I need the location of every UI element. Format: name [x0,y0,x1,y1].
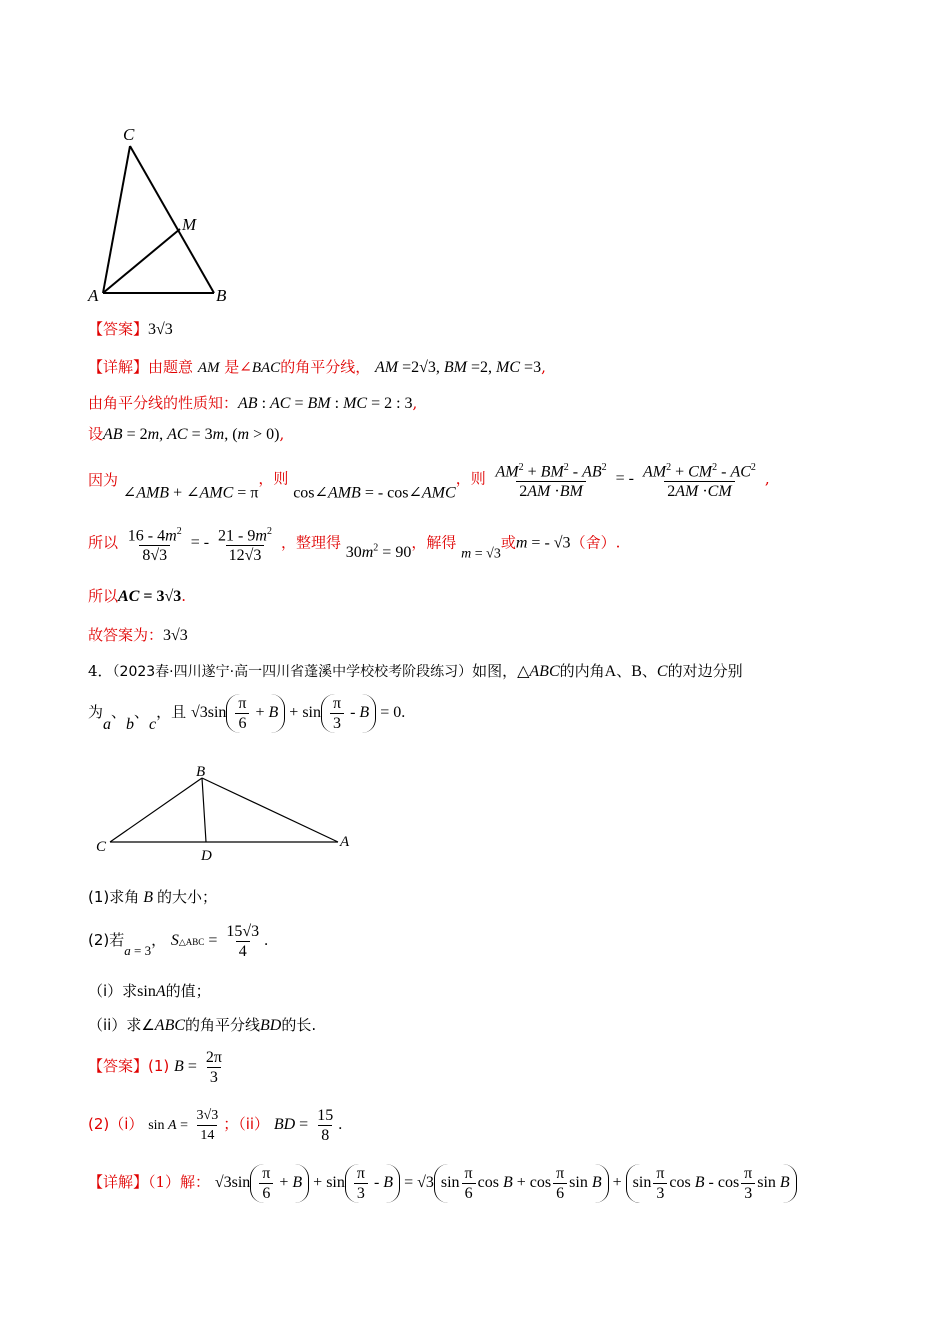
formula-fraction: $\frac{16 - 4m^2}{8√3}$ = - $\frac{21 - 9m^2}{12√3}$ [127,526,272,565]
formula: C [656,663,668,680]
problem-4-stem-line-2 [88,694,405,734]
detail-text: 由角平分线的性质知： [88,394,239,412]
segment-am [103,229,180,293]
detail-text: 故答案为： [88,626,164,644]
answer-line-4-2 [88,1106,342,1145]
formula: AB : AC = BM : MC = 2 : 3 [238,395,413,412]
detail-text: 所以 [88,587,119,605]
stem-text: 的内角 [559,662,605,680]
subquestion-text: 的角平分线 [185,1016,261,1034]
answer-text: ；（ii） [223,1115,270,1134]
formula: AM =2√3, BM =2, MC =3 [374,359,542,376]
detail-line-6 [88,585,186,606]
detail-line-1: 【详解】由题意 AM 是∠BAC的角平分线， AM =2√3, BM =2, MC =3, [88,358,546,376]
vertex-label-d: D [201,848,212,864]
vertex-label-b: B [196,764,206,780]
problem-source: （2023春·四川遂宁·高一四川省蓬溪中学校校考阶段练习） [112,664,473,680]
vertex-label-c: C [123,125,135,144]
problem-4-stem-line-1 [88,660,743,681]
detail-text: 因为 [88,470,119,489]
formula: a [103,716,112,734]
stem-text: 如图， [472,662,518,680]
detail-line-3: 设AB = 2m, AC = 3m, (m > 0), [88,425,285,443]
answer-label: 【答案】 [88,320,149,338]
side-cb [110,778,202,842]
subquestion-1: (1)求角 B 的大小； [88,888,218,906]
detail-text: ，则 [455,469,486,488]
stem-text: ，且 [156,703,187,722]
final-answer-line [88,624,188,645]
subquestion-text: 的长. [281,1016,317,1034]
stem-text: 、 [111,703,127,722]
formula: A [604,663,617,680]
detail-text: 由题意 [148,358,194,376]
vertex-label-c: C [96,839,107,855]
subquestion-2ii: （ii）求∠ABC的角平分线BD的长. [88,1016,317,1034]
stem-text: 、 [134,703,150,722]
detail-text: 或 [500,533,516,552]
formula-fraction: $\frac{AM^2 + BM^2 - AB^2}{2AM \cdot BM}$ = - $\frac{AM^2 + CM^2 - AC^2}{2AM \cdot CM}$ [495,462,756,501]
subquestion-text: (2)若 [88,931,125,950]
detail-text: . [181,587,187,605]
answer-line-4-1 [88,1048,227,1087]
detail-line-4-1 [88,1164,797,1203]
detail-label: 【详解】 [88,358,149,376]
answer-line-prev [88,318,173,339]
figure-triangle-bd [92,760,362,866]
subquestion-text: 的值； [165,982,211,1000]
vertex-label-a: A [88,286,99,305]
stem-text: 、 [641,662,657,680]
formula: $30m^2 = 90$ [345,543,412,562]
formula: S△ABC = $\frac{15√3}{4}$ . [170,923,269,960]
side-ba [202,778,338,842]
formula: B [631,663,642,680]
formula: B = $\frac{2\pi}{3}$ [174,1049,222,1086]
subquestion-text: （ii）求∠ [88,1016,155,1034]
detail-line-5 [88,522,620,565]
subquestion-text: （i）求 [88,982,138,1000]
formula-equation: √3sin $\frac{\pi}{6}$ + B + sin $\frac{\pi}{3}$ - B = √3 sin $\frac{\pi}{6}$ cos B + cos $\frac{\pi}{6}$ sin B + sin $\frac{\pi}{3}$ cos B - cos $\frac{\pi}{3}$ sin B [215,1174,797,1191]
formula: m = √3 [461,546,501,562]
formula: AC = 3√3 [118,588,182,605]
vertex-label-a: A [340,834,350,850]
stem-text: 、 [616,662,632,680]
formula: m = - √3 [515,534,571,552]
detail-text: 设 [88,425,104,443]
stem-text: 为 [88,703,104,722]
detail-text: ，整理得 [280,533,341,552]
vertex-label-m: M [182,215,197,234]
formula-equation: √3sin $\frac{\pi}{6}$ + B + sin $\frac{\pi}{3}$ - B = 0. [190,695,406,732]
subquestion-text: 的大小； [157,888,218,906]
answer-text: (1) [148,1057,170,1076]
formula: cos∠AMB = - cos∠AMC [293,484,456,502]
problem-number: 4． [88,662,113,680]
segment-bd [202,778,206,842]
stem-text: 的对边分别 [667,662,743,680]
subquestion-text: (1)求角 [88,888,140,906]
detail-line-2: 由角平分线的性质知：AB : AC = BM : MC = 2 : 3, [88,394,418,412]
detail-text: （舍）. [570,533,621,552]
formula: △ABC [517,663,560,680]
answer-value: 3√3 [148,321,173,338]
detail-line-4: 因为 ∠AMB + ∠AMC = π，则 cos∠AMB = - cos∠AMC，则 $\frac{AM^2 + BM^2 - AB^2}{2AM \cdot BM}$ = - $\frac{AM^2 + CM^2 - AC^2}{2AM \cdot CM}$ , [88,462,770,502]
formula: AB = 2m, AC = 3m, (m > 0) [103,426,280,443]
figure-triangle-abm [80,120,250,310]
detail-text: 是∠ [224,358,252,376]
answer-text: (2)（i） [88,1115,144,1134]
answer-label: 【答案】 [88,1057,149,1076]
detail-text: ，则 [258,469,289,488]
final-answer: 3√3 [163,627,188,644]
side-cb [130,146,214,293]
formula: sin A = $\frac{3√3}{14}$ [148,1108,219,1144]
detail-text: ，解得 [411,533,457,552]
vertex-label-b: B [216,286,227,305]
detail-label: 【详解】（1）解： [88,1173,211,1192]
detail-text: 所以 [88,533,119,552]
formula: ∠AMB + ∠AMC = π [122,484,259,502]
formula: c [149,716,157,734]
formula: BD = $\frac{15}{8}$ . [273,1107,343,1144]
detail-text: 的角平分线， [280,358,371,376]
side-ca [103,146,130,293]
formula: b [126,716,135,734]
subquestion-2: (2)若a = 3， S△ABC = $\frac{15√3}{4}$ . [88,923,269,960]
subquestion-2i: （i）求sinA的值； [88,982,211,1000]
